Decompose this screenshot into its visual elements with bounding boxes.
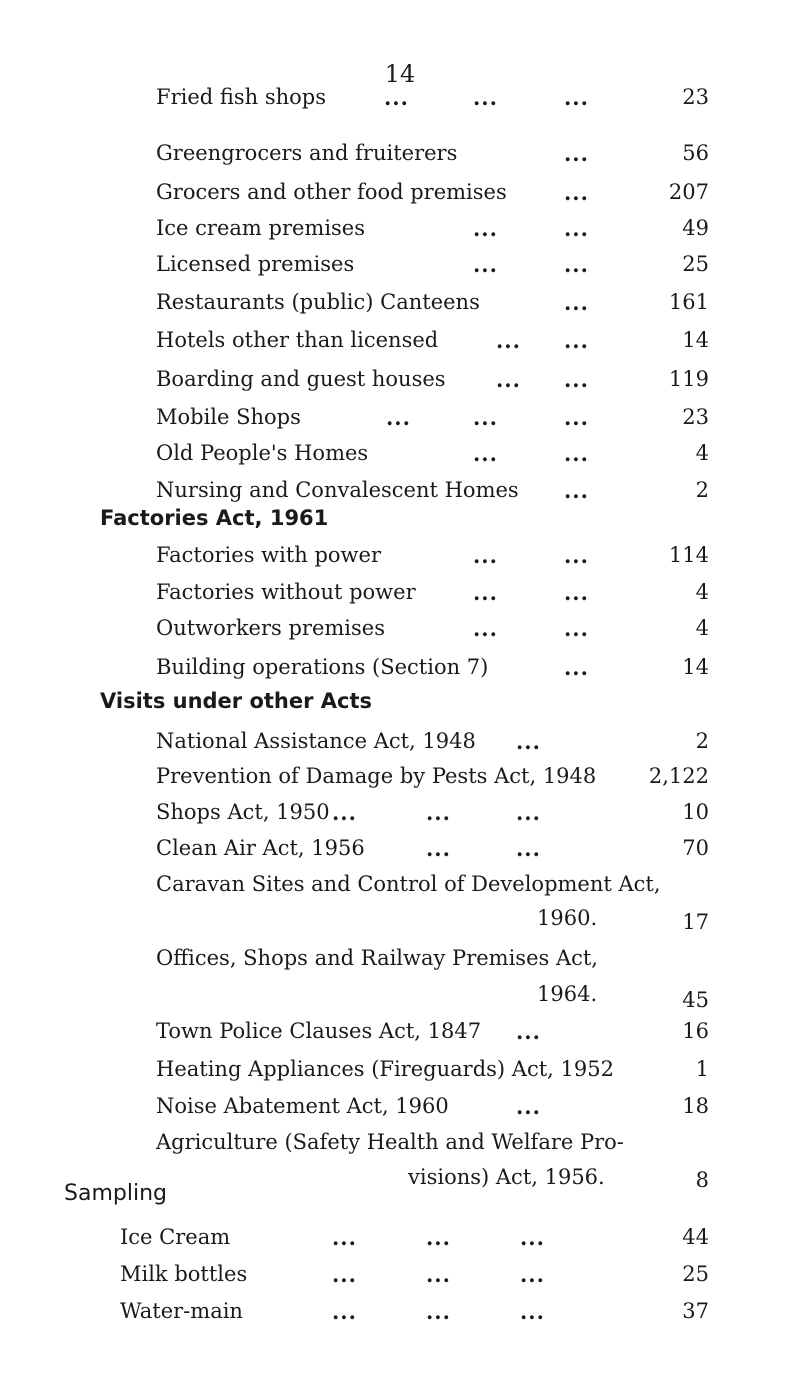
item-label: Nursing and Convalescent Homes: [156, 478, 519, 502]
leader-dots: ...: [426, 800, 451, 825]
item-value: 4: [695, 580, 709, 604]
list-item: [156, 441, 716, 475]
item-value: 17: [682, 910, 709, 934]
leader-dots: ...: [496, 367, 521, 392]
item-value: 2: [695, 478, 709, 502]
item-value: 49: [682, 216, 709, 240]
item-label: Fried fish shops: [156, 85, 327, 109]
item-label: Old People's Homes: [156, 441, 369, 465]
leader-dots: ...: [516, 836, 541, 861]
list-item: [156, 180, 716, 214]
section-heading: Visits under other Acts: [100, 689, 373, 713]
item-label: Agriculture (Safety Health and Welfare Pro-: [156, 1130, 624, 1154]
leader-dots: ...: [473, 543, 498, 568]
list-item: [120, 1299, 720, 1333]
leader-dots: ...: [564, 328, 589, 353]
item-label-continued: visions) Act, 1956.: [408, 1165, 605, 1189]
item-label: Milk bottles: [120, 1262, 248, 1286]
leader-dots: ...: [473, 616, 498, 641]
leader-dots: ...: [332, 1225, 357, 1250]
item-value: 14: [682, 328, 709, 352]
item-value: 56: [682, 141, 709, 165]
item-value: 70: [682, 836, 709, 860]
list-item: [120, 1225, 720, 1259]
item-label: Noise Abatement Act, 1960: [156, 1094, 449, 1118]
item-label: Factories with power: [156, 543, 382, 567]
item-value: 8: [695, 1168, 709, 1192]
item-value: 1: [695, 1057, 709, 1081]
item-label: Shops Act, 1950: [156, 800, 330, 824]
item-label: Water-main: [120, 1299, 243, 1323]
item-label: Mobile Shops: [156, 405, 301, 429]
item-value: 16: [682, 1019, 709, 1043]
leader-dots: ...: [520, 1299, 545, 1324]
leader-dots: ...: [473, 252, 498, 277]
item-value: 18: [682, 1094, 709, 1118]
leader-dots: ...: [564, 405, 589, 430]
leader-dots: ...: [520, 1225, 545, 1250]
item-label: Hotels other than licensed: [156, 328, 439, 352]
list-item: [156, 290, 716, 324]
list-item: [120, 1262, 720, 1296]
item-label: Greengrocers and fruiterers: [156, 141, 458, 165]
leader-dots: ...: [564, 141, 589, 166]
list-item: [156, 580, 716, 614]
list-item: [156, 800, 716, 834]
item-value: 2,122: [648, 764, 709, 788]
leader-dots: ...: [516, 729, 541, 754]
list-item: [156, 1094, 716, 1128]
leader-dots: ...: [564, 580, 589, 605]
item-label: Outworkers premises: [156, 616, 386, 640]
item-value: 114: [668, 543, 709, 567]
leader-dots: ...: [564, 478, 589, 503]
leader-dots: ...: [384, 85, 409, 110]
leader-dots: ...: [426, 1262, 451, 1287]
item-label: Factories without power: [156, 580, 416, 604]
item-label: Offices, Shops and Railway Premises Act,: [156, 946, 598, 970]
item-value: 25: [682, 252, 709, 276]
leader-dots: ...: [516, 1019, 541, 1044]
list-item: [156, 328, 716, 362]
item-value: 23: [682, 405, 709, 429]
leader-dots: ...: [426, 1299, 451, 1324]
item-label-continued: 1960.: [537, 906, 598, 930]
item-label: Clean Air Act, 1956: [156, 836, 365, 860]
leader-dots: ...: [564, 543, 589, 568]
item-value: 25: [682, 1262, 709, 1286]
item-value: 4: [695, 616, 709, 640]
item-label-continued: 1964.: [537, 982, 598, 1006]
leader-dots: ...: [564, 180, 589, 205]
leader-dots: ...: [473, 85, 498, 110]
leader-dots: ...: [516, 1094, 541, 1119]
leader-dots: ...: [332, 1262, 357, 1287]
leader-dots: ...: [332, 800, 357, 825]
list-item: [156, 1019, 716, 1053]
leader-dots: ...: [426, 836, 451, 861]
item-label: Licensed premises: [156, 252, 355, 276]
page-number: 14: [384, 60, 416, 88]
leader-dots: ...: [564, 85, 589, 110]
leader-dots: ...: [473, 216, 498, 241]
item-label: Town Police Clauses Act, 1847: [156, 1019, 482, 1043]
item-label: National Assistance Act, 1948: [156, 729, 476, 753]
item-value: 23: [682, 85, 709, 109]
item-label: Ice cream premises: [156, 216, 366, 240]
item-label: Prevention of Damage by Pests Act, 1948: [156, 764, 597, 788]
item-label: Grocers and other food premises: [156, 180, 507, 204]
item-label: Building operations (Section 7): [156, 655, 489, 679]
leader-dots: ...: [564, 252, 589, 277]
list-item: [156, 543, 716, 577]
leader-dots: ...: [426, 1225, 451, 1250]
item-value: 14: [682, 655, 709, 679]
list-item: [156, 141, 716, 175]
section-heading: Factories Act, 1961: [100, 506, 329, 530]
leader-dots: ...: [496, 328, 521, 353]
leader-dots: ...: [564, 290, 589, 315]
item-value: 2: [695, 729, 709, 753]
leader-dots: ...: [564, 216, 589, 241]
leader-dots: ...: [564, 655, 589, 680]
section-heading: Sampling: [64, 1181, 167, 1206]
item-value: 45: [682, 988, 709, 1012]
list-item: [156, 1057, 716, 1091]
list-item: [156, 252, 716, 286]
list-item: [156, 616, 716, 650]
list-item: [156, 216, 716, 250]
item-value: 37: [682, 1299, 709, 1323]
list-item: [156, 655, 716, 689]
item-label: Boarding and guest houses: [156, 367, 446, 391]
item-label: Caravan Sites and Control of Development Act,: [156, 872, 661, 896]
item-label: Ice Cream: [120, 1225, 231, 1249]
leader-dots: ...: [386, 405, 411, 430]
item-value: 207: [668, 180, 709, 204]
list-item: [156, 729, 716, 763]
leader-dots: ...: [564, 441, 589, 466]
item-value: 10: [682, 800, 709, 824]
list-item: [156, 764, 716, 798]
leader-dots: ...: [473, 405, 498, 430]
leader-dots: ...: [473, 580, 498, 605]
leader-dots: ...: [520, 1262, 545, 1287]
item-value: 4: [695, 441, 709, 465]
leader-dots: ...: [332, 1299, 357, 1324]
list-item: [156, 836, 716, 870]
item-label: Heating Appliances (Fireguards) Act, 1952: [156, 1057, 614, 1081]
leader-dots: ...: [473, 441, 498, 466]
leader-dots: ...: [564, 616, 589, 641]
list-item: [156, 405, 716, 439]
item-label: Restaurants (public) Canteens: [156, 290, 480, 314]
item-value: 161: [668, 290, 709, 314]
item-value: 119: [668, 367, 709, 391]
list-item: [156, 85, 716, 119]
list-item: [156, 367, 716, 401]
leader-dots: ...: [564, 367, 589, 392]
leader-dots: ...: [516, 800, 541, 825]
item-value: 44: [682, 1225, 709, 1249]
